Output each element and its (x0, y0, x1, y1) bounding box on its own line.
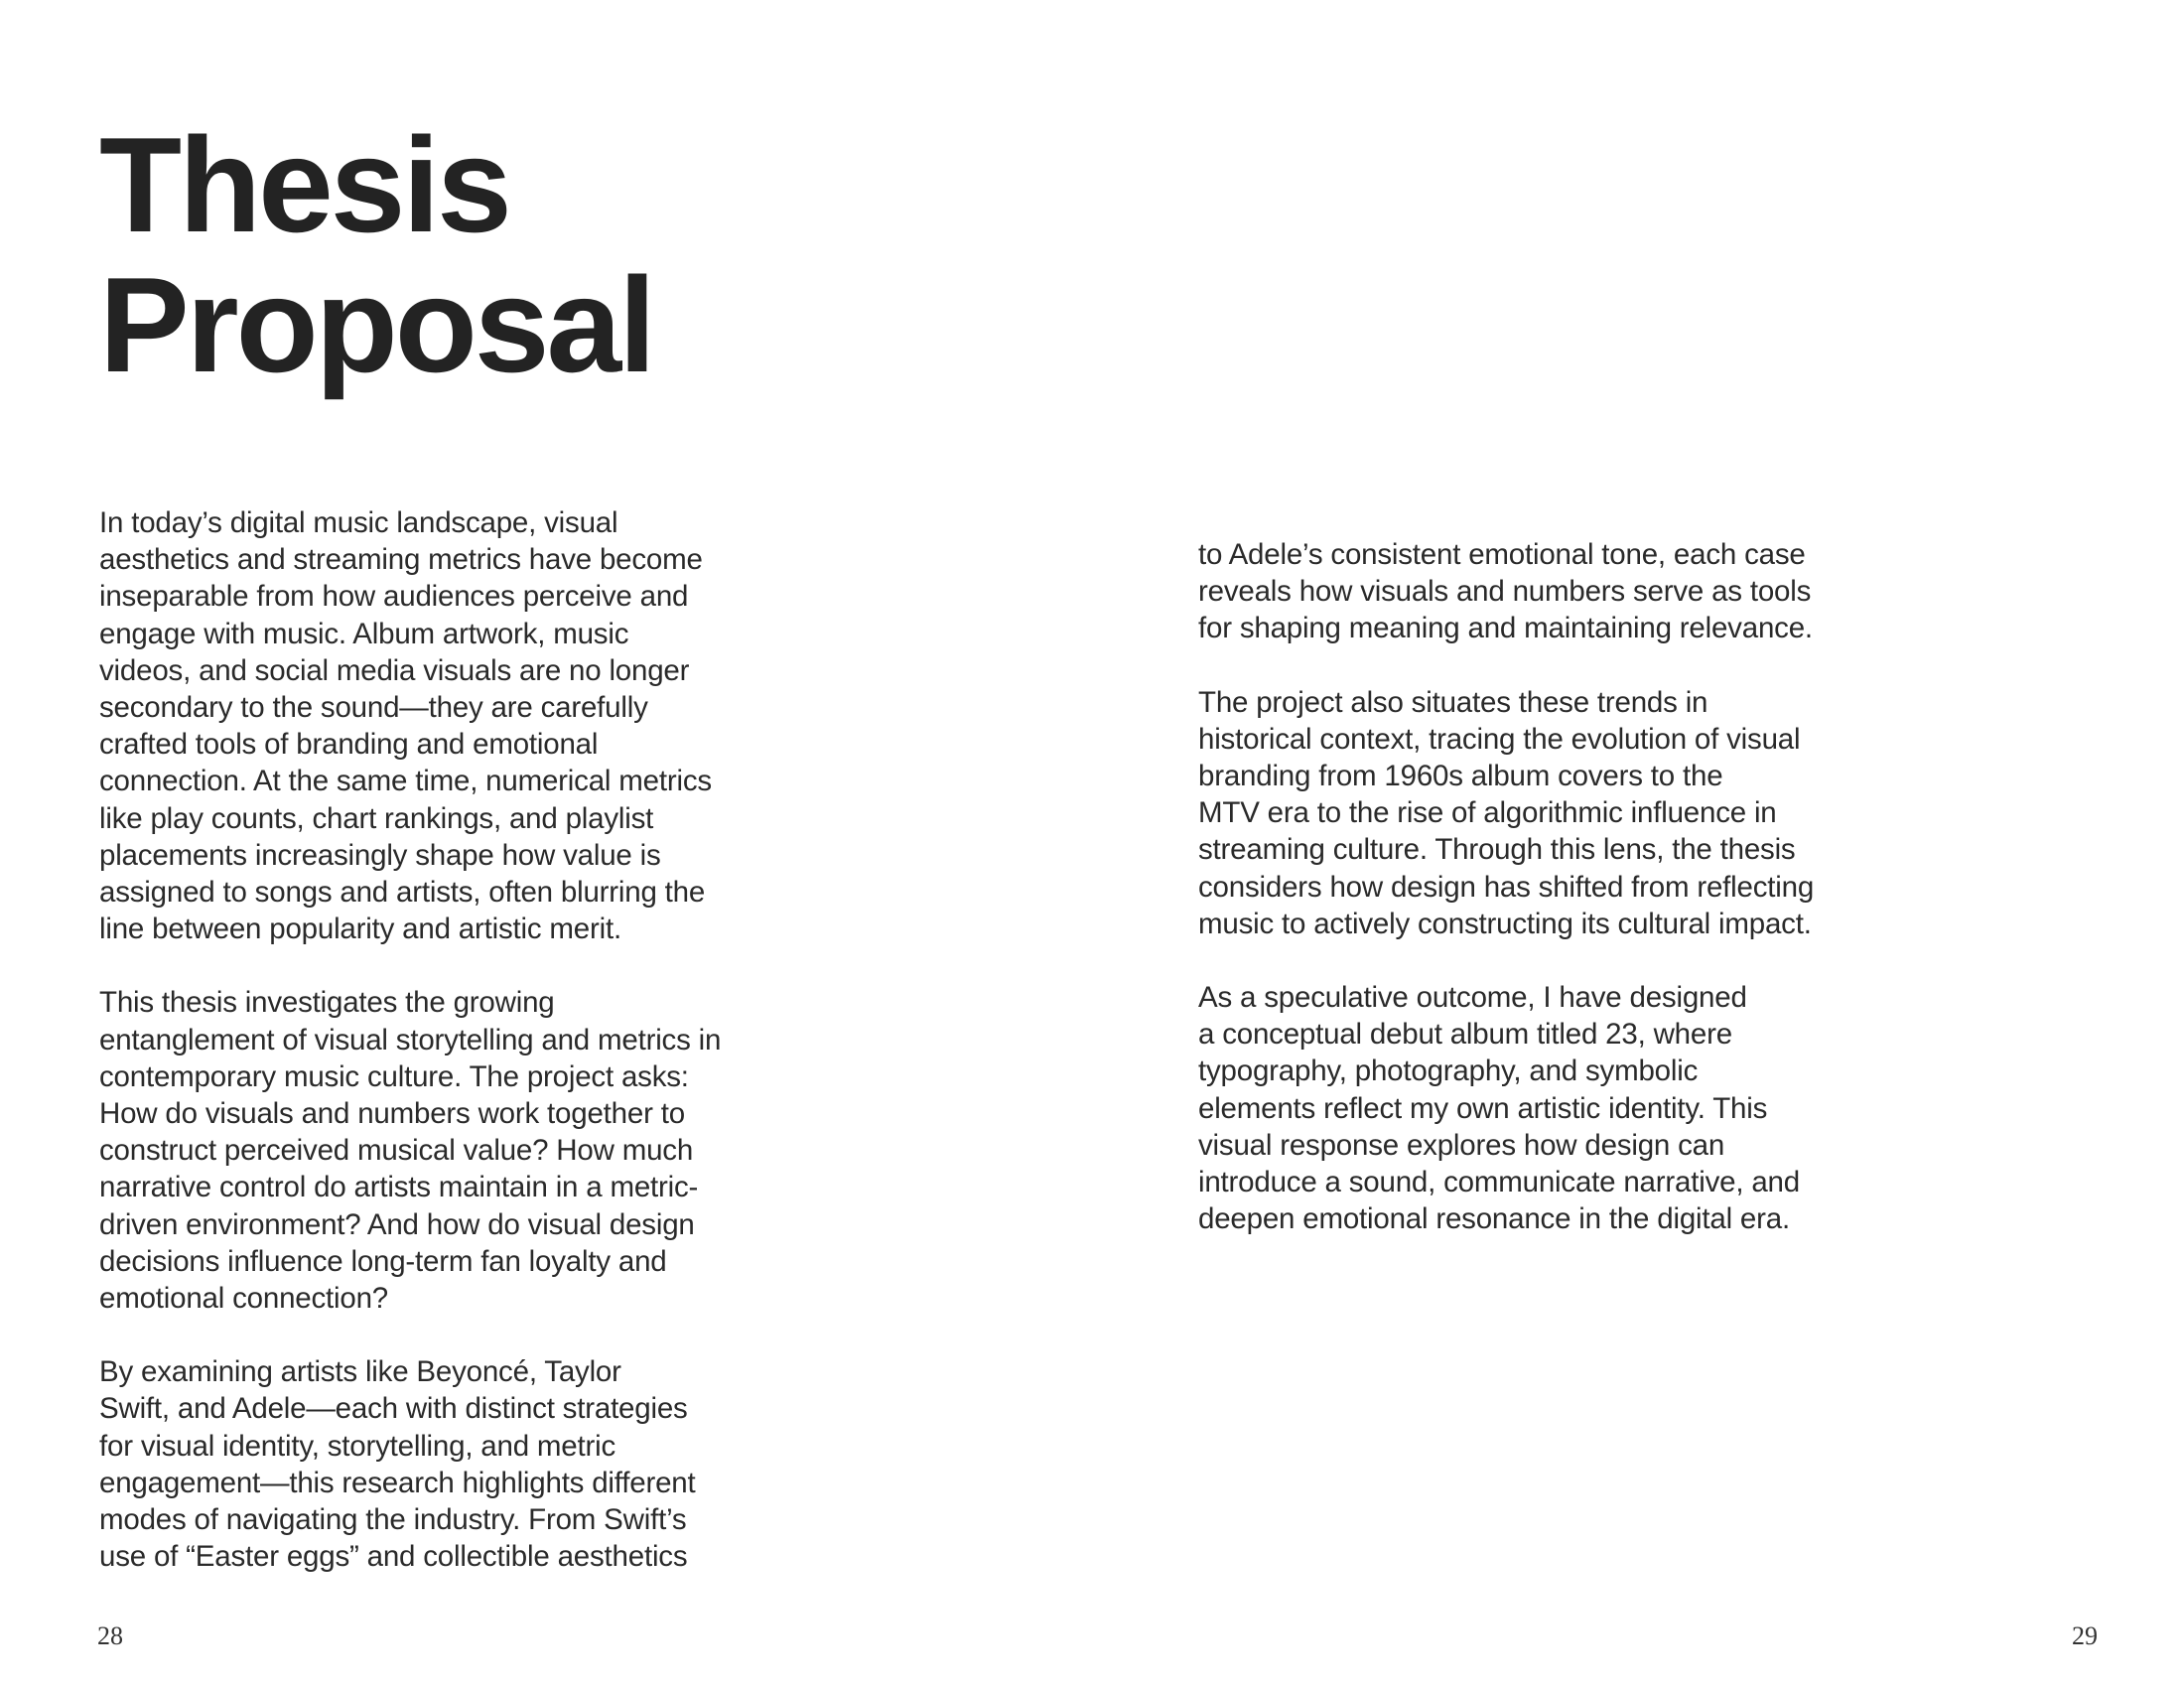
right-text-column (1198, 536, 1853, 1274)
title-line-1: Thesis (99, 109, 509, 260)
page-number-left: 28 (97, 1621, 123, 1650)
page-number-right: 29 (2072, 1621, 2098, 1650)
title-line-2: Proposal (99, 249, 653, 400)
body-paragraph: to Adele’s consistent emotional tone, each case reveals how visuals and numbers serve as tools for shaping meaning and maintaining relevance. (1198, 538, 1813, 645)
page-title (99, 109, 653, 400)
left-text-column (99, 504, 774, 1612)
body-paragraph: The project also situates these trends in historical context, tracing the evolution of visual branding from 1960s album covers to the MTV era to the rise of algorithmic influence in streaming culture. Through this lens, the thesis considers how design has shifted from reflecting music to actively constructing its cultural impact. (1198, 685, 1815, 940)
body-paragraph: By examining artists like Beyoncé, Taylor Swift, and Adele—each with distinct strategies for visual identity, storytelling, and metric engagement—this research highlights different modes of navigating the industry. From Swift’s use of “Easter eggs” and collectible aesthetics (99, 1355, 696, 1574)
body-paragraph: This thesis investigates the growing entanglement of visual storytelling and metrics in contemporary music culture. The project asks: How do visuals and numbers work together to construct perceived musical value? How much narrative control do artists maintain in a metric- driven environment? And how do visual design decisions influence long-term fan loyalty and emotional connection? (99, 986, 722, 1316)
body-paragraph: As a speculative outcome, I have designed a conceptual debut album titled 23, where typography, photography, and symbolic elements reflect my own artistic identity. This visual response explores how design can introduce a sound, communicate narrative, and deepen emotional resonance in the digital era. (1198, 981, 1800, 1236)
body-paragraph: In today’s digital music landscape, visual aesthetics and streaming metrics have become inseparable from how audiences perceive and engage with music. Album artwork, music videos, and social media visuals are no longer secondary to the sound—they are carefully crafted tools of branding and emotional connection. At the same time, numerical metrics like play counts, chart rankings, and playlist placements increasingly shape how value is assigned to songs and artists, often blurring the line between popularity and artistic merit. (99, 506, 712, 946)
